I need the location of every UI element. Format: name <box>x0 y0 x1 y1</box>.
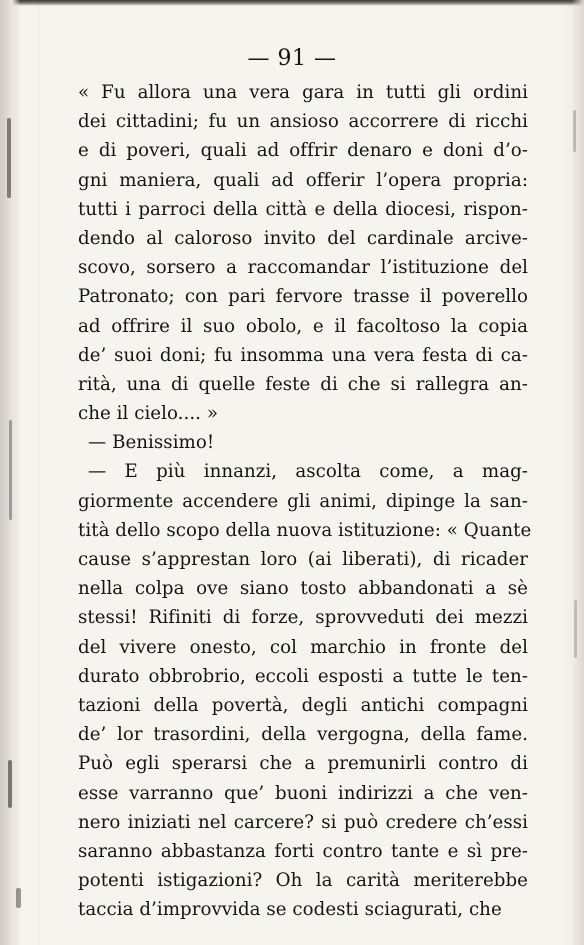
margin-stain <box>574 600 577 658</box>
page-number: — 91 — <box>247 46 337 71</box>
text-line: tità dello scopo della nuova istituzione: « Quante <box>78 519 532 541</box>
text-line: nella colpa ove siano tosto abbandonati a sè <box>78 578 528 600</box>
text-line: esse varranno que’ buoni indirizzi a che ven- <box>78 782 528 804</box>
text-line: e di poveri, quali ad offrir denaro e doni d’o- <box>78 140 528 162</box>
margin-stain <box>7 118 11 198</box>
text-line: che il cielo.... » <box>78 403 219 425</box>
text-line: dei cittadini; fu un ansioso accorrere di ricchi <box>78 111 528 133</box>
page-fold-shadow <box>38 0 39 945</box>
margin-stain <box>9 420 12 520</box>
text-line: rità, una di quelle feste di che si rallegra an- <box>78 373 528 395</box>
text-line: « Fu allora una vera gara in tutti gli ordini <box>78 82 528 103</box>
text-line: Può egli sperarsi che a premunirli contro di <box>78 753 528 775</box>
margin-stain <box>16 888 21 908</box>
text-line: tutti i parroci della città e della diocesi, rispon- <box>78 198 528 220</box>
text-line: stessi! Rifiniti di forze, sprovveduti dei mezzi <box>78 607 528 629</box>
page-top-edge <box>0 0 584 6</box>
text-line: tazioni della povertà, degli antichi compagni <box>78 694 528 716</box>
page-body <box>78 78 532 924</box>
text-line: gni maniera, quali ad offerir l’opera propria: <box>78 169 528 191</box>
text-line: dendo al caloroso invito del cardinale arcive- <box>78 227 528 249</box>
text-line: nero iniziati nel carcere? si può credere ch’essi <box>78 811 528 833</box>
text-line: saranno abbastanza forti contro tante e sì pre- <box>78 840 528 862</box>
text-line: ad offrire il suo obolo, e il facoltoso la copia <box>78 315 528 337</box>
text-line: de’ suoi doni; fu insomma una vera festa di ca- <box>78 344 528 366</box>
margin-stain <box>573 110 576 152</box>
dialogue-line: — E più innanzi, ascolta come, a mag- <box>88 461 528 483</box>
text-line: taccia d’improvvida se codesti sciagurati, che <box>78 899 502 921</box>
text-line: del vivere onesto, col marchio in fronte del <box>78 636 528 658</box>
text-line: durato obbrobrio, eccoli esposti a tutte le ten- <box>78 665 528 687</box>
text-line: de’ lor trasordini, della vergogna, della fame. <box>78 724 528 746</box>
text-line: giormente accendere gli animi, dipinge la san- <box>78 490 528 512</box>
margin-stain <box>8 760 12 808</box>
text-line: scovo, sorsero a raccomandar l’istituzione del <box>78 257 528 279</box>
dialogue-line: — Benissimo! <box>88 432 215 454</box>
text-line: cause s’apprestan loro (ai liberati), di ricader <box>78 549 528 570</box>
text-line: Patronato; con pari fervore trasse il poverello <box>78 286 528 308</box>
text-line: potenti istigazioni? Oh la carità meriterebbe <box>78 870 528 892</box>
